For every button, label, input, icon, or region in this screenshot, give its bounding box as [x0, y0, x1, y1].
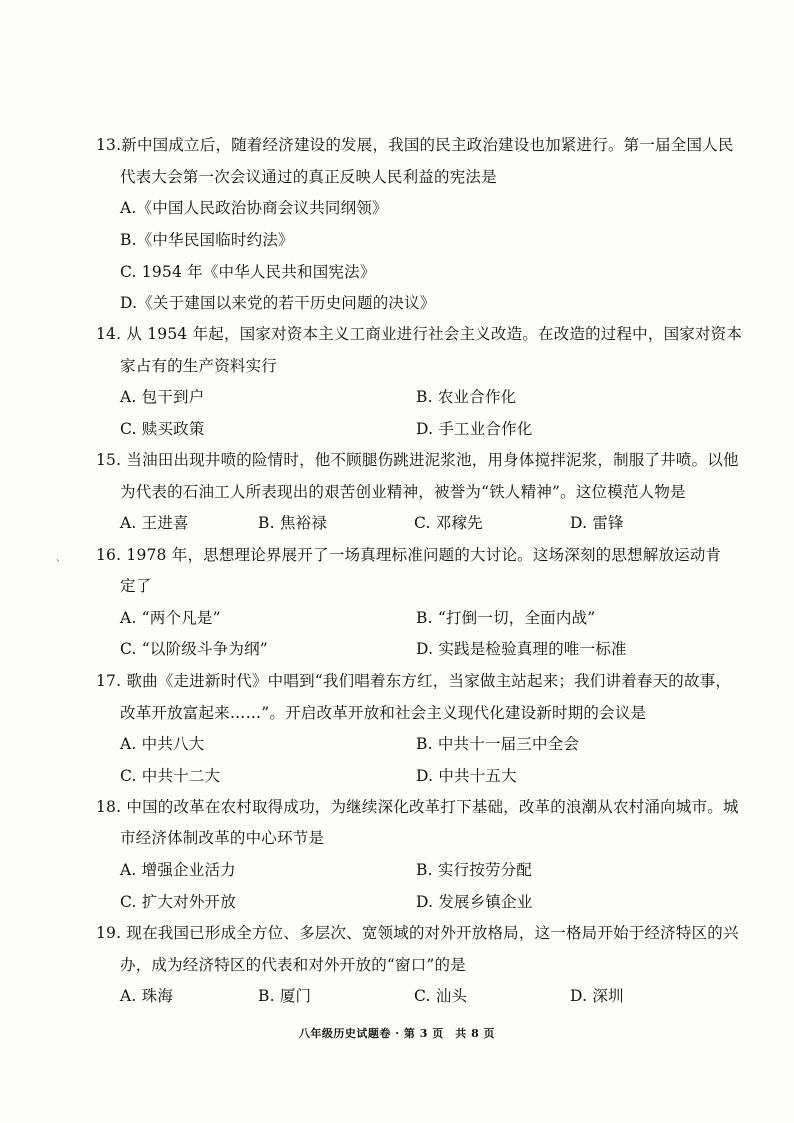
option-c: C. 扩大对外开放 [120, 893, 236, 911]
question-stem-line: 定了 [120, 577, 152, 595]
option-d: D. 实践是检验真理的唯一标准 [416, 640, 627, 658]
question-stem-line: 代表大会第一次会议通过的真正反映人民利益的宪法是 [120, 168, 497, 186]
question-stem-line: 14. 从 1954 年起，国家对资本主义工商业进行社会主义改造。在改造的过程中，国家对资本 [96, 325, 743, 343]
option-b: B. “打倒一切，全面内战” [416, 609, 596, 627]
question-stem-line: 13.新中国成立后，随着经济建设的发展，我国的民主政治建设也加紧进行。第一届全国人民 [96, 136, 734, 154]
option-c: C. 中共十二大 [120, 767, 221, 785]
option-c: C. 赎买政策 [120, 420, 205, 438]
page-footer: 八年级历史试题卷 · 第 3 页 共 8 页 [298, 1027, 496, 1040]
question-stem-line: 18. 中国的改革在农村取得成功，为继续深化改革打下基础，改革的浪潮从农村涌向城市。城 [96, 798, 739, 816]
option-b: B. 厦门 [258, 987, 312, 1005]
question-stem-line: 15. 当油田出现井喷的险情时，他不顾腿伤跳进泥浆池，用身体搅拌泥浆，制服了井喷。以他 [96, 451, 739, 469]
option-b: B. 农业合作化 [416, 388, 517, 406]
option-d: D. 中共十五大 [416, 767, 517, 785]
option-a: A. “两个凡是” [120, 609, 221, 627]
option-a: A. 珠海 [120, 987, 174, 1005]
option-a: A. 中共八大 [120, 735, 205, 753]
option-c: C. “以阶级斗争为纲” [120, 640, 268, 658]
question-stem-line: 市经济体制改革的中心环节是 [120, 829, 325, 847]
question-stem-line: 为代表的石油工人所表现出的艰苦创业精神，被誉为“铁人精神”。这位模范人物是 [120, 483, 686, 501]
option-c: C. 汕头 [414, 987, 468, 1005]
option-d: D. 深圳 [570, 987, 624, 1005]
option-b: B.《中华民国临时约法》 [120, 231, 294, 249]
option-d: D. 发展乡镇企业 [416, 893, 533, 911]
option-d: D. 雷锋 [570, 514, 624, 532]
option-a: A. 王进喜 [120, 514, 189, 532]
option-b: B. 实行按劳分配 [416, 861, 533, 879]
question-stem-line: 17. 歌曲《走进新时代》中唱到“我们唱着东方红，当家做主站起来；我们讲着春天的故事， [96, 672, 732, 690]
option-b: B. 焦裕禄 [258, 514, 327, 532]
question-stem-line: 16. 1978 年，思想理论界展开了一场真理标准问题的大讨论。这场深刻的思想解放运动肯 [96, 546, 722, 564]
question-stem-line: 办，成为经济特区的代表和对外开放的“窗口”的是 [120, 956, 466, 974]
option-c: C. 1954 年《中华人民共和国宪法》 [120, 263, 376, 281]
question-stem-line: 家占有的生产资料实行 [120, 357, 278, 375]
question-stem-line: 改革开放富起来……”。开启改革开放和社会主义现代化建设新时期的会议是 [120, 704, 647, 722]
question-stem-line: 19. 现在我国已形成全方位、多层次、宽领域的对外开放格局，这一格局开始于经济特区的兴 [96, 924, 739, 942]
option-d: D.《关于建国以来党的若干历史问题的决议》 [120, 294, 436, 312]
option-a: A. 包干到户 [120, 388, 205, 406]
option-a: A. 增强企业活力 [120, 861, 236, 879]
option-c: C. 邓稼先 [414, 514, 483, 532]
option-a: A.《中国人民政治协商会议共同纲领》 [120, 199, 388, 217]
option-d: D. 手工业合作化 [416, 420, 533, 438]
scan-speck: ` [56, 560, 61, 571]
option-b: B. 中共十一届三中全会 [416, 735, 580, 753]
